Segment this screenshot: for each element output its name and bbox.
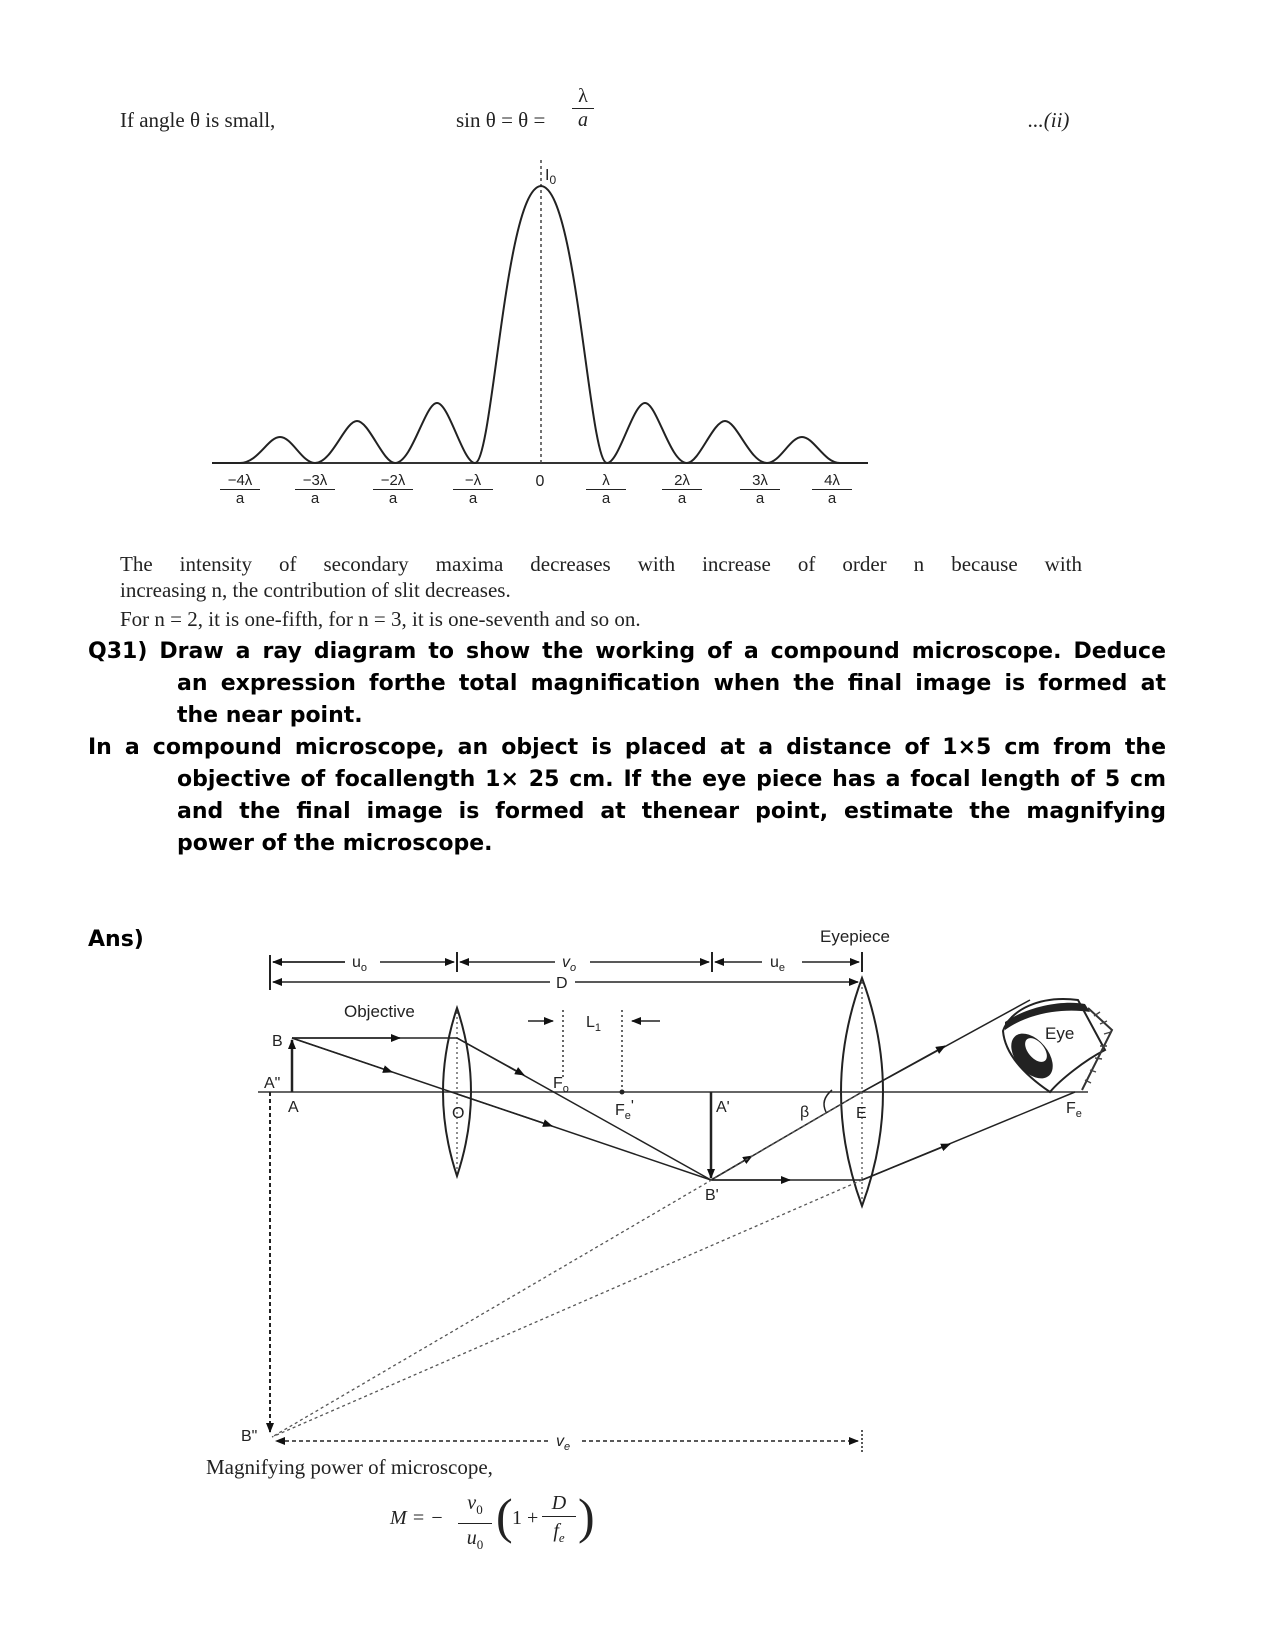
tick-label: $\frac{4\lambda}{a}$: [812, 472, 852, 508]
problem-line: power of the microscope.: [177, 831, 493, 856]
magnifying-power-label: Magnifying power of microscope,: [206, 1455, 493, 1479]
point-b-prime-label: B': [705, 1187, 719, 1204]
problem-line: and the final image is formed at thenear point, estimate the magnifying: [177, 799, 1166, 824]
question-line: the near point.: [177, 703, 363, 728]
ve-label: $v_e$: [556, 1433, 571, 1453]
origin-label: 0: [535, 473, 545, 490]
formula-fraction-d-fe: [542, 1490, 576, 1552]
small-angle-label: If angle θ is small,: [120, 108, 276, 132]
equation-reference: ...(ii): [1028, 108, 1070, 132]
fraction-denominator: a: [578, 109, 588, 131]
v0-label: $v_o$: [562, 954, 577, 974]
point-o-label: O: [452, 1105, 465, 1122]
formula-paren-left: (: [496, 1488, 513, 1544]
virtual-ray: [272, 1180, 862, 1437]
d-label: D: [556, 975, 568, 992]
tick-label: $\frac{-3\lambda}{a}$: [295, 472, 335, 508]
tick-label: $\frac{2\lambda}{a}$: [662, 472, 702, 508]
paragraph-line: increasing n, the contribution of slit decreases.: [120, 578, 511, 602]
point-a-prime-label: A': [716, 1099, 730, 1116]
ue-label: $u_e$: [770, 954, 786, 974]
formula-one-plus: 1 +: [512, 1507, 539, 1529]
point-fe-label: $F_e$: [1066, 1100, 1082, 1120]
point-a-double-prime-label: A": [264, 1075, 281, 1092]
formula-denominator: $u_0$: [466, 1527, 484, 1552]
formula-numerator: $v_0$: [467, 1492, 483, 1517]
problem-line: objective of focallength 1× 25 cm. If the eye piece has a focal length of 5 cm: [177, 767, 1166, 792]
l1-label: $L_1$: [586, 1014, 602, 1034]
tick-label: $\frac{-2\lambda}{a}$: [373, 472, 413, 508]
u0-label: $u_o$: [352, 954, 368, 974]
answer-label: Ans): [88, 927, 144, 952]
angle-beta-arc: [824, 1090, 832, 1112]
point-b-double-prime-label: B": [241, 1428, 258, 1445]
eyepiece-label: Eyepiece: [820, 927, 890, 946]
point-fo-label: $F_o$: [553, 1075, 569, 1095]
fe-prime-point: [620, 1090, 625, 1095]
formula-lhs: M = −: [390, 1507, 444, 1529]
formula-denominator: $f_e$: [553, 1520, 565, 1545]
question-line: Q31) Draw a ray diagram to show the working of a compound microscope. Deduce: [88, 639, 1166, 664]
small-angle-equation: sin θ = θ =: [456, 108, 546, 132]
point-a-label: A: [288, 1099, 299, 1116]
tick-label: $\frac{3\lambda}{a}$: [740, 472, 780, 508]
eye-icon: [1003, 999, 1112, 1092]
point-e-label: E: [856, 1105, 867, 1122]
question-line: an expression forthe total magnification when the final image is formed at: [177, 671, 1166, 696]
tick-label: $\frac{-\lambda}{a}$: [453, 472, 493, 508]
tick-label: $\frac{-4\lambda}{a}$: [220, 472, 260, 508]
ray-arrow: [457, 1038, 524, 1075]
objective-label: Objective: [344, 1002, 415, 1021]
point-b-label: B: [272, 1033, 283, 1050]
magnification-formula: [390, 1490, 610, 1552]
angle-beta-label: β: [800, 1104, 810, 1121]
point-fe-prime-label: $F_e'$: [615, 1098, 634, 1122]
ray-arrow: [862, 1046, 945, 1092]
ray-arrow: [292, 1038, 392, 1072]
paragraph-line: The intensity of secondary maxima decreases with increase of order n because with: [120, 552, 1082, 576]
formula-fraction-v0-u0: [458, 1490, 492, 1559]
formula-numerator: D: [551, 1492, 567, 1514]
formula-paren-right: ): [578, 1488, 595, 1544]
paragraph-line: For n = 2, it is one-fifth, for n = 3, it is one-seventh and so on.: [120, 607, 641, 631]
eye-label: Eye: [1045, 1024, 1075, 1043]
tick-label: $\frac{\lambda}{a}$: [586, 472, 626, 508]
problem-line: In a compound microscope, an object is placed at a distance of 1×5 cm from the: [88, 735, 1166, 760]
fraction-numerator: λ: [578, 85, 588, 107]
peak-intensity-label: $I_0$: [545, 167, 557, 187]
virtual-ray: [272, 1092, 862, 1437]
